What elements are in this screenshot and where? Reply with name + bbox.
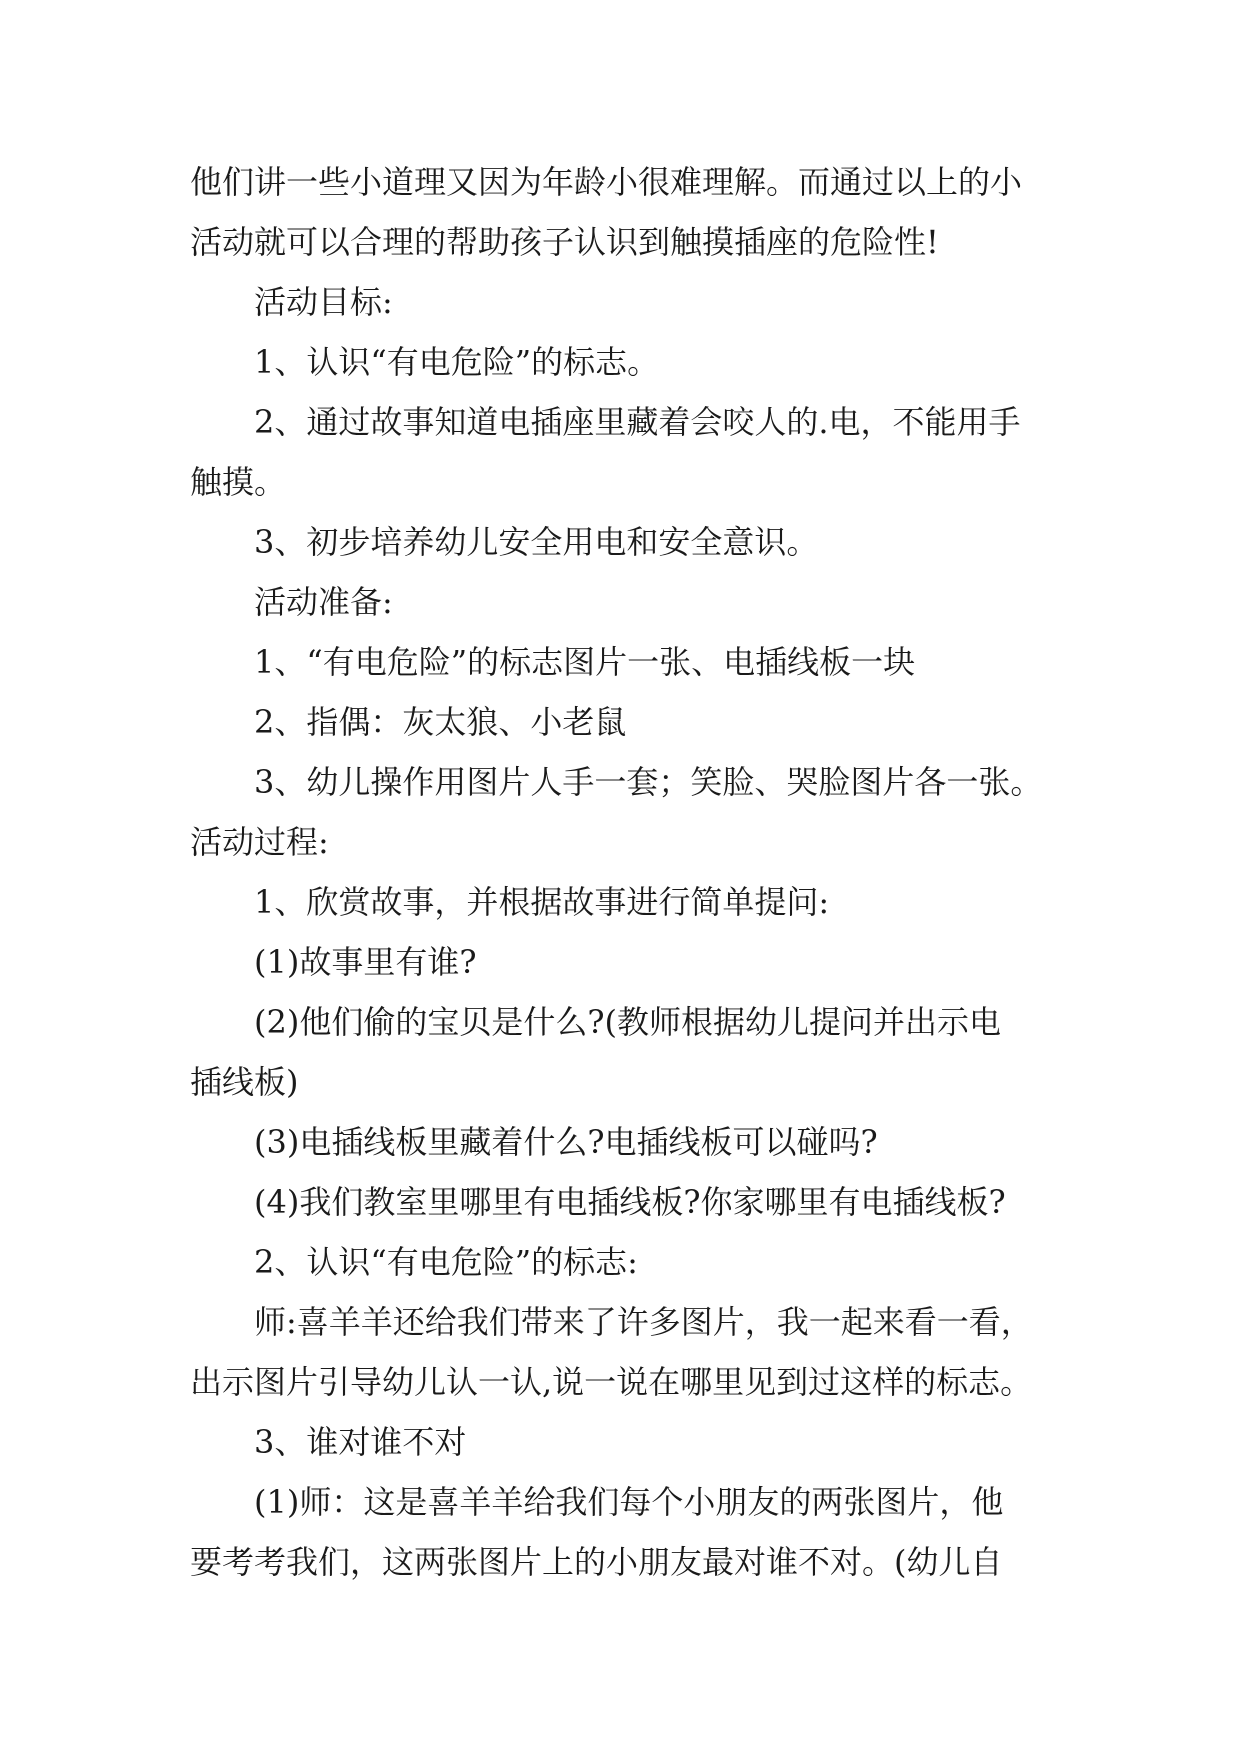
text-line: 要考考我们，这两张图片上的小朋友最对谁不对。(幼儿自 [190,1543,1003,1581]
section-heading-goals: 活动目标: [254,283,393,321]
text-line: 他们讲一些小道理又因为年龄小很难理解。而通过以上的小 [190,163,1023,201]
text-line: 2、指偶：灰太狼、小老鼠 [254,703,627,741]
text-line: 3、谁对谁不对 [254,1423,467,1461]
text-line: 1、欣赏故事，并根据故事进行简单提问: [254,883,830,921]
text-line: (4)我们教室里哪里有电插线板?你家哪里有电插线板? [254,1183,1006,1221]
text-line: 出示图片引导幼儿认一认,说一说在哪里见到过这样的标志。 [190,1363,1033,1401]
text-line: 2、通过故事知道电插座里藏着会咬人的.电，不能用手 [254,403,1021,441]
text-line: 3、初步培养幼儿安全用电和安全意识。 [254,523,819,561]
text-line: 2、认识“有电危险”的标志: [254,1243,638,1281]
text-line: 活动就可以合理的帮助孩子认识到触摸插座的危险性! [190,223,939,261]
text-line: (1)故事里有谁? [254,943,477,981]
text-line: 插线板) [190,1063,299,1101]
text-line: 触摸。 [190,463,287,501]
text-line: 1、认识“有电危险”的标志。 [254,343,660,381]
text-line: (1)师：这是喜羊羊给我们每个小朋友的两张图片，他 [254,1483,1004,1521]
section-heading-process: 活动过程: [190,823,329,861]
document-body [190,152,1070,1592]
text-line: 师:喜羊羊还给我们带来了许多图片，我一起来看一看， [254,1303,1033,1341]
text-line: (2)他们偷的宝贝是什么?(教师根据幼儿提问并出示电 [254,1003,1001,1041]
text-line: 3、幼儿操作用图片人手一套；笑脸、哭脸图片各一张。 [254,763,1043,801]
text-line: 1、“有电危险”的标志图片一张、电插线板一块 [254,643,916,681]
text-line: (3)电插线板里藏着什么?电插线板可以碰吗? [254,1123,878,1161]
section-heading-preparation: 活动准备: [254,583,393,621]
